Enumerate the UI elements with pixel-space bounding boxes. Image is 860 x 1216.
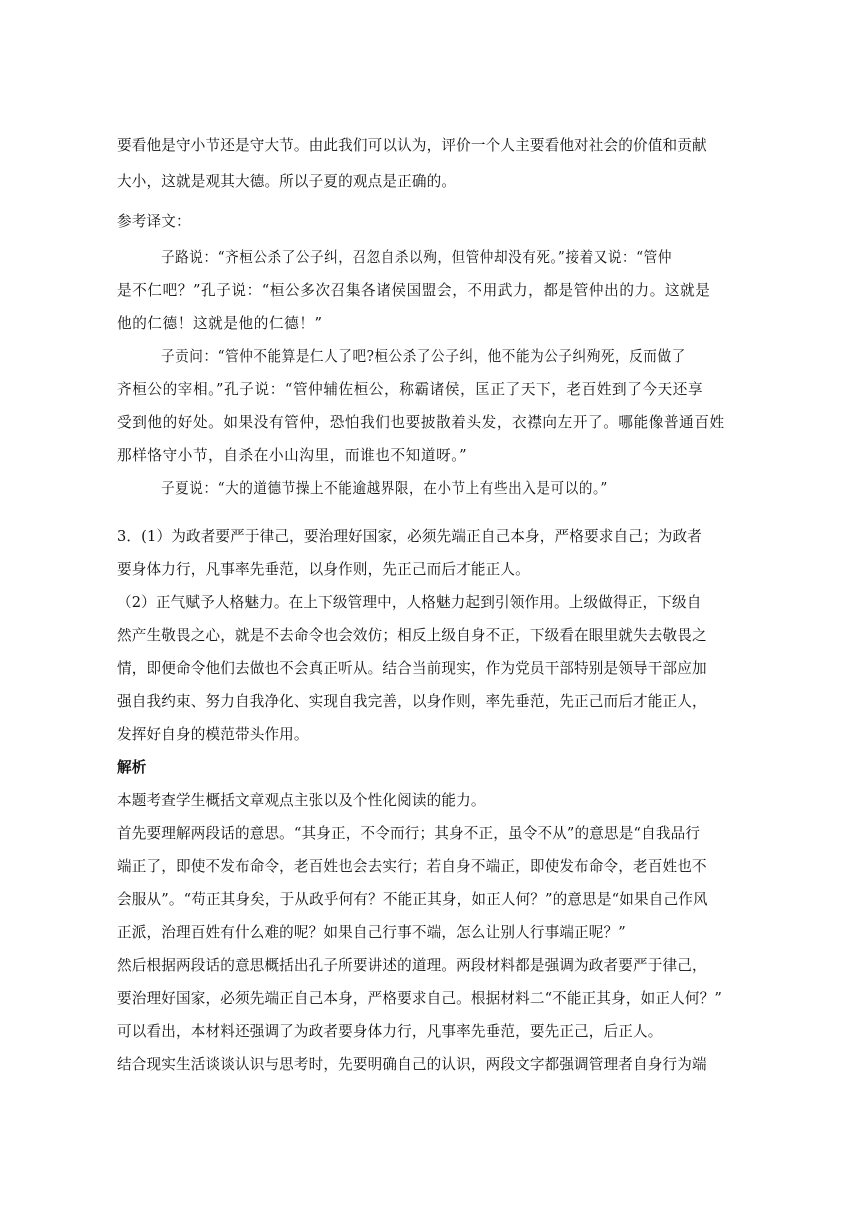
answer-line: 强自我约束、努力自我净化、实现自我完善，以身作则，率先垂范，先正己而后才能正人， [117, 693, 707, 710]
analysis-line: 会服从”。“苟正其身矣，于从政乎何有？不能正其身，如正人何？”的意思是“如果自己作风 [117, 891, 708, 908]
analysis-line: 正派，治理百姓有什么难的呢？如果自己行事不端，怎么让别人行事端正呢？” [117, 924, 626, 941]
analysis-line: 结合现实生活谈谈认识与思考时，先要明确自己的认识，两段文字都强调管理者自身行为端 [117, 1056, 707, 1073]
translation-line: 子贡问：“管仲不能算是仁人了吧?桓公杀了公子纠，他不能为公子纠殉死，反而做了 [161, 348, 686, 365]
translation-line: 那样恪守小节，自杀在小山沟里，而谁也不知道呀。” [117, 447, 468, 464]
body-text-line: 大小，这就是观其大德。所以子夏的观点是正确的。 [117, 173, 457, 190]
analysis-line: 要治理好国家，必须先端正自己本身，严格要求自己。根据材料二“不能正其身，如正人何？” [117, 990, 722, 1007]
translation-line: 齐桓公的宰相。”孔子说：“管仲辅佐桓公，称霸诸侯，匡正了天下，老百姓到了今天还享 [117, 381, 704, 398]
answer-line: （2）正气赋予人格魅力。在上下级管理中，人格魅力起到引领作用。上级做得正，下级自 [117, 594, 702, 611]
translation-line: 子夏说：“大的道德节操上不能逾越界限，在小节上有些出入是可以的。” [161, 480, 608, 497]
answer-line: 然产生敬畏之心，就是不去命令也会效仿；相反上级自身不正，下级看在眼里就失去敬畏之 [117, 627, 707, 644]
analysis-heading: 解析 [117, 759, 147, 776]
answer-line: 要身体力行，凡事率先垂范，以身作则，先正己而后才能正人。 [117, 561, 530, 578]
analysis-line: 可以看出，本材料还强调了为政者要身体力行，凡事率先垂范，要先正己，后正人。 [117, 1023, 663, 1040]
translation-line: 他的仁德！这就是他的仁德！” [117, 315, 323, 332]
translation-heading: 参考译文： [117, 213, 191, 230]
translation-line: 子路说：“齐桓公杀了公子纠，召忽自杀以殉，但管仲却没有死。”接着又说：“管仲 [161, 249, 672, 266]
analysis-line: 本题考查学生概括文章观点主张以及个性化阅读的能力。 [117, 792, 486, 809]
answer-line: 3．(1）为政者要严于律己，要治理好国家，必须先端正自己本身，严格要求自己；为政者 [117, 528, 702, 545]
body-text-line: 要看他是守小节还是守大节。由此我们可以认为，评价一个人主要看他对社会的价值和贡献 [117, 137, 707, 154]
answer-line: 发挥好自身的模范带头作用。 [117, 726, 309, 743]
translation-line: 受到他的好处。如果没有管仲，恐怕我们也要披散着头发，衣襟向左开了。哪能像普通百姓 [117, 414, 725, 431]
translation-line: 是不仁吧？”孔子说：“桓公多次召集各诸侯国盟会，不用武力，都是管仲出的力。这就是 [117, 282, 711, 299]
analysis-line: 然后根据两段话的意思概括出孔子所要讲述的道理。两段材料都是强调为政者要严于律己， [117, 957, 707, 974]
analysis-line: 首先要理解两段话的意思。“其身正，不令而行；其身不正，虽令不从”的意思是“自我品行 [117, 825, 701, 842]
analysis-line: 端正了，即使不发布命令，老百姓也会去实行；若自身不端正，即使发布命令，老百姓也不 [117, 858, 707, 875]
answer-line: 情，即便命令他们去做也不会真正听从。结合当前现实，作为党员干部特别是领导干部应加 [117, 660, 707, 677]
